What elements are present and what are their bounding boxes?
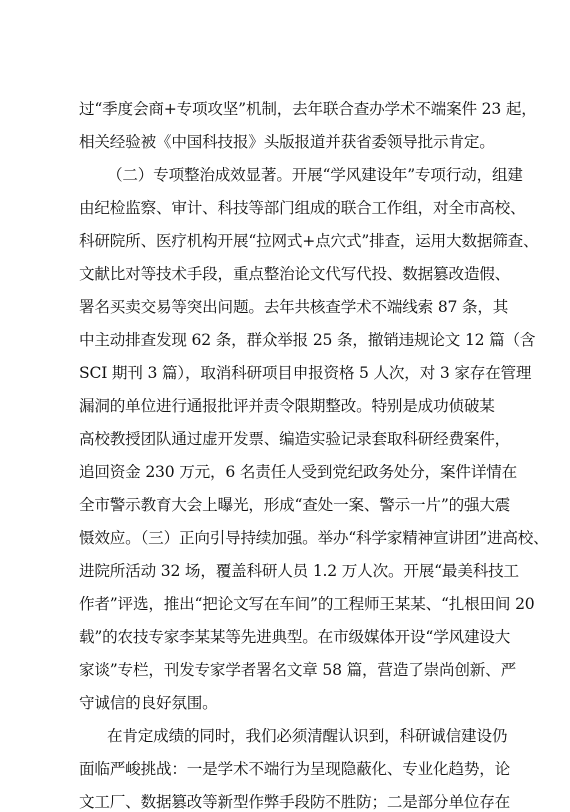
text-line-14: 慑效应。（三）正向引导持续加强。举办“科学家精神宣讲团”进高校、 <box>79 529 549 547</box>
text-line-5: 科研院所、医疗机构开展“拉网式+点穴式”排查，运用大数据筛查、 <box>79 232 539 250</box>
text-line-11: 高校教授团队通过虚开发票、编造实验记录套取科研经费案件， <box>79 430 511 448</box>
text-line-1: 过“季度会商+专项攻坚”机制，去年联合查办学术不端案件 23 起， <box>79 100 537 118</box>
text-line-15: 进院所活动 32 场，覆盖科研人员 1.2 万人次。开展“最美科技工 <box>79 562 519 580</box>
text-line-4: 由纪检监察、审计、科技等部门组成的联合工作组，对全市高校、 <box>79 199 526 217</box>
text-line-19: 守诚信的良好氛围。 <box>79 694 218 712</box>
text-line-10: 漏洞的单位进行通报批评并责令限期整改。特别是成功侦破某 <box>79 397 495 415</box>
text-line-20: 在肯定成绩的同时，我们必须清醒认识到，科研诚信建设仍 <box>107 727 508 745</box>
text-line-7: 署名买卖交易等突出问题。去年共核查学术不端线索 87 条，其 <box>79 298 509 316</box>
text-line-13: 全市警示教育大会上曝光，形成“查处一案、警示一片”的强大震 <box>79 496 511 514</box>
text-line-2: 相关经验被《中国科技报》头版报道并获省委领导批示肯定。 <box>79 133 495 151</box>
text-line-8: 中主动排查发现 62 条，群众举报 25 条，撤销违规论文 12 篇（含 <box>79 331 536 349</box>
text-line-6: 文献比对等技术手段，重点整治论文代写代投、数据篡改造假、 <box>79 265 511 283</box>
text-line-22: 文工厂、数据篡改等新型作弊手段防不胜防；二是部分单位存在 <box>79 793 511 811</box>
text-line-12: 追回资金 230 万元，6 名责任人受到党纪政务处分，案件详情在 <box>79 463 517 481</box>
text-line-18: 家谈”专栏，刊发专家学者署名文章 58 篇，营造了崇尚创新、严 <box>79 661 516 679</box>
text-line-3: （二）专项整治成效显著。开展“学风建设年”专项行动，组建 <box>107 166 523 184</box>
text-line-17: 载”的农技专家李某某等先进典型。在市级媒体开设“学风建设大 <box>79 628 511 646</box>
text-line-16: 作者”评选，推出“把论文写在车间”的工程师王某某、“扎根田间 20 <box>79 595 535 613</box>
text-line-21: 面临严峻挑战：一是学术不端行为呈现隐蔽化、专业化趋势，论 <box>79 760 511 778</box>
text-line-9: SCI 期刊 3 篇），取消科研项目申报资格 5 人次，对 3 家存在管理 <box>79 364 532 382</box>
